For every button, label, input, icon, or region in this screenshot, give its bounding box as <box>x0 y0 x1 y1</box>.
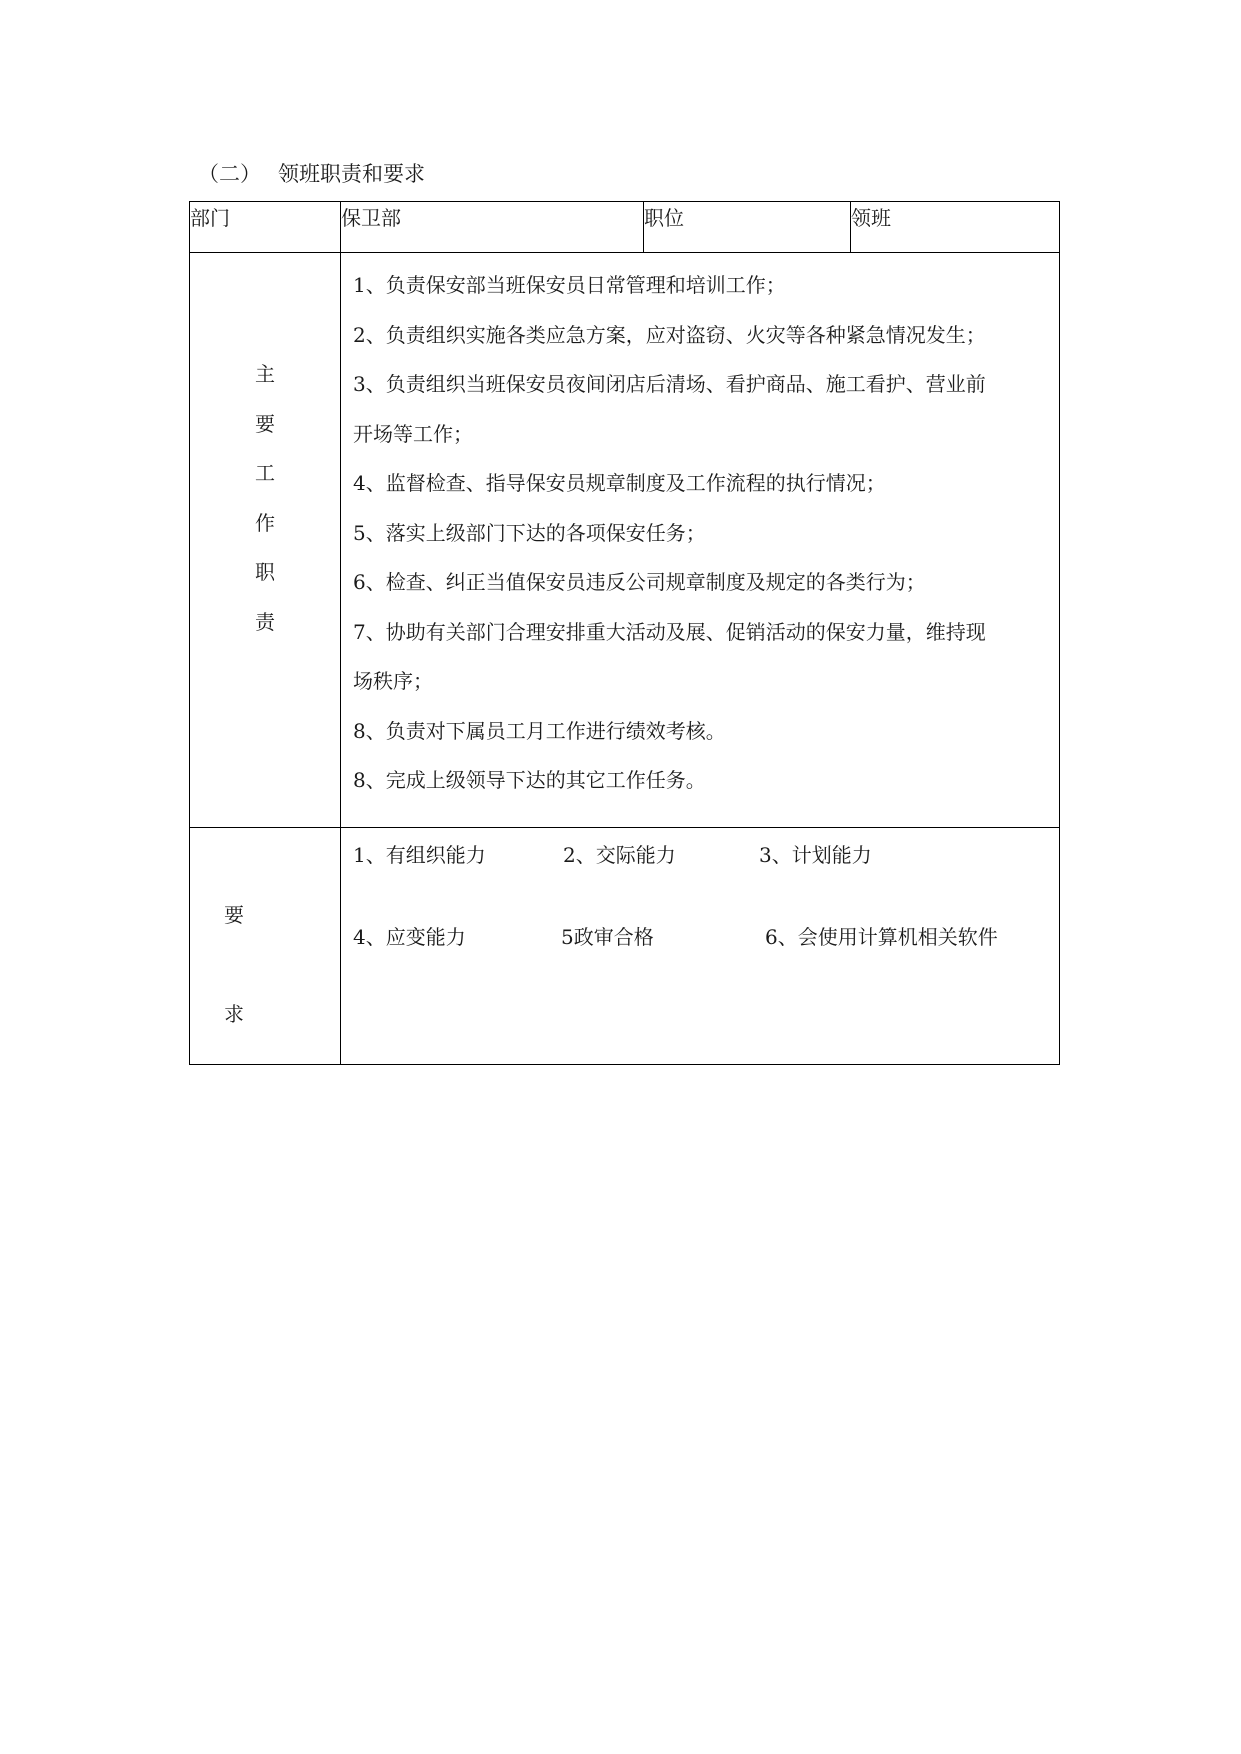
duty-line: 3、负责组织当班保安员夜间闭店后清场、看护商品、施工看护、营业前 <box>353 372 986 396</box>
duty-line: 5、落实上级部门下达的各项保安任务； <box>353 520 706 545</box>
duties-row <box>190 253 1060 828</box>
requirements-label-char: 求 <box>224 1002 244 1026</box>
section-title: 领班职责和要求 <box>278 162 425 186</box>
duty-line: 7、协助有关部门合理安排重大活动及展、促销活动的保安力量，维持现 <box>353 619 986 644</box>
position-value-cell: 领班 <box>851 202 1060 253</box>
requirements-label-char: 要 <box>224 903 244 927</box>
duties-content-cell <box>341 253 1060 828</box>
requirements-row <box>190 828 1060 1065</box>
duties-label-cell <box>190 253 341 828</box>
duties-label-char: 责 <box>255 609 275 634</box>
requirements-label-cell <box>190 828 341 1065</box>
section-heading <box>198 160 425 188</box>
requirements-line <box>353 922 1059 952</box>
duty-line: 6、检查、纠正当值保安员违反公司规章制度及规定的各类行为； <box>353 570 926 594</box>
duty-list <box>341 253 1059 806</box>
requirements-line <box>353 840 1059 870</box>
duty-line: 8、负责对下属员工月工作进行绩效考核。 <box>353 718 726 743</box>
requirements-content-cell <box>341 828 1060 1065</box>
position-label-cell: 职位 <box>644 202 851 253</box>
duty-line: 2、负责组织实施各类应急方案，应对盗窃、火灾等各种紧急情况发生； <box>353 322 986 347</box>
duty-line: 开场等工作； <box>353 421 473 446</box>
requirement-item: 5政审合格 <box>561 925 654 949</box>
section-number: （二） <box>198 162 261 186</box>
header-row <box>190 202 1060 253</box>
duties-label-char: 主 <box>255 362 275 386</box>
duties-label <box>190 253 340 647</box>
requirement-item: 4、应变能力 <box>353 925 466 949</box>
duty-line: 4、监督检查、指导保安员规章制度及工作流程的执行情况； <box>353 471 886 495</box>
duties-label-char: 要 <box>255 411 275 436</box>
dept-value-cell: 保卫部 <box>341 202 644 253</box>
requirements-label <box>190 828 340 1064</box>
duties-label-char: 工 <box>255 461 275 485</box>
requirement-item: 3、计划能力 <box>759 843 872 867</box>
requirement-item: 6、会使用计算机相关软件 <box>765 925 998 949</box>
requirement-item: 1、有组织能力 <box>353 843 486 867</box>
duty-line: 1、负责保安部当班保安员日常管理和培训工作； <box>353 273 786 297</box>
dept-label-cell: 部门 <box>190 202 341 253</box>
duty-line: 场秩序； <box>353 669 433 693</box>
duties-label-char: 职 <box>255 560 275 584</box>
duty-line: 8、完成上级领导下达的其它工作任务。 <box>353 768 706 792</box>
job-duty-table <box>189 201 1060 1065</box>
requirement-item: 2、交际能力 <box>563 843 676 867</box>
requirements-list <box>341 828 1059 952</box>
duties-label-char: 作 <box>255 510 275 535</box>
